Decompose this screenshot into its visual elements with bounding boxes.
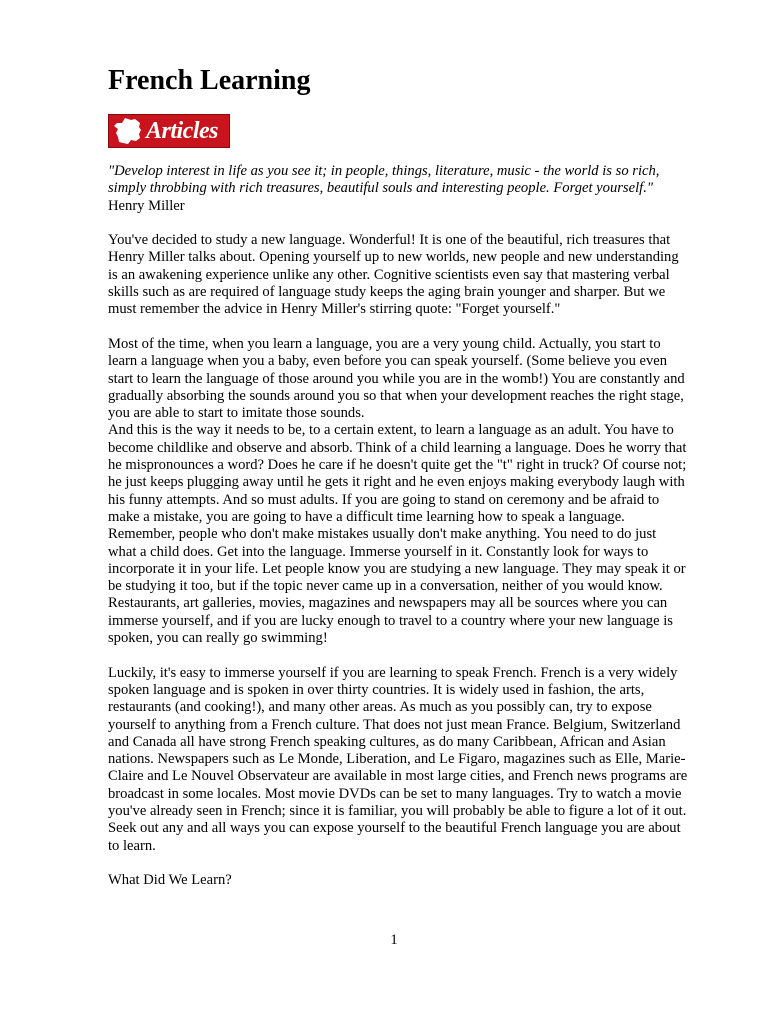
quote-text: "Develop interest in life as you see it; in people, things, literature, music - the world is so rich, simply throbbing with rich treasures, beautiful souls and interesting people. Forget yourself." [108,163,660,197]
badge-label: Articles [146,118,218,144]
article-body [108,163,688,889]
page-title: French Learning [108,65,311,96]
quote-author: Henry Miller [108,197,185,214]
page-number: 1 [390,932,398,948]
france-map-icon [113,117,143,145]
paragraph: And this is the way it needs to be, to a certain extent, to learn a language as an adult. You have to become childlike and observe and absorb. Think of a child learning a language. Does he worry that he mispronounces a word? Does he care if he doesn't quite get the "t" right in truck? Of course not; he just keeps plugging away until he gets it right and he even enjoys making everybody laugh with his funny attempts. And so must adults. If you are going to stand on ceremony and be afraid to make a mistake, you are going to have a difficult time learning how to speak a language. Remember, people who don't make mistakes usually don't make anything. You need to do just what a child does. Get into the language. Immerse yourself in it. Constantly look for ways to incorporate it in your life. Let people know you are studying a new language. They may speak it or be studying it too, but if the topic never came up in a conversation, neither of you would know. Restaurants, art galleries, movies, magazines and newspapers may all be sources where you can immerse yourself, and if you are lucky enough to travel to a country where your new language is spoken, you can really go swimming! [108,422,687,647]
quote-paragraph [108,163,688,215]
paragraph: Most of the time, when you learn a language, you are a very young child. Actually, you start to learn a language when you a baby, even before you can speak yourself. (Some believe you even start to learn the language of those around you while you are in the womb!) You are constantly and gradually absorbing the sounds around you so that when your development reaches the right stage, you are able to start to imitate those sounds. [108,335,685,422]
paragraph: Luckily, it's easy to immerse yourself if you are learning to speak French. French is a very widely spoken language and is spoken in over thirty countries. It is widely used in fashion, the arts, restaurants (and cooking!), and many other areas. As much as you possibly can, try to expose yourself to anything from a French culture. That does not just mean France. Belgium, Switzerland and Canada all have strong French speaking cultures, as do many Caribbean, African and Asian nations. Newspapers such as Le Monde, Liberation, and Le Figaro, magazines such as Elle, Marie-Claire and Le Nouvel Observateur are available in most large cities, and French news programs are broadcast in some locales. Most movie DVDs can be set to many languages. Try to watch a movie you've already seen in French; since it is familiar, you will probably be able to figure a lot of it out. Seek out any and all ways you can expose yourself to the beautiful French language you are about to learn. [108,664,688,854]
section-heading: What Did We Learn? [108,872,232,889]
paragraph: You've decided to study a new language. Wonderful! It is one of the beautiful, rich treasures that Henry Miller talks about. Opening yourself up to new worlds, new people and new understanding is an awakening experience unlike any other. Cognitive scientists even say that mastering verbal skills such as are required of language study keeps the aging brain younger and sharper. But we must remember the advice in Henry Miller's stirring quote: "Forget yourself." [108,232,679,318]
articles-badge [108,114,230,148]
